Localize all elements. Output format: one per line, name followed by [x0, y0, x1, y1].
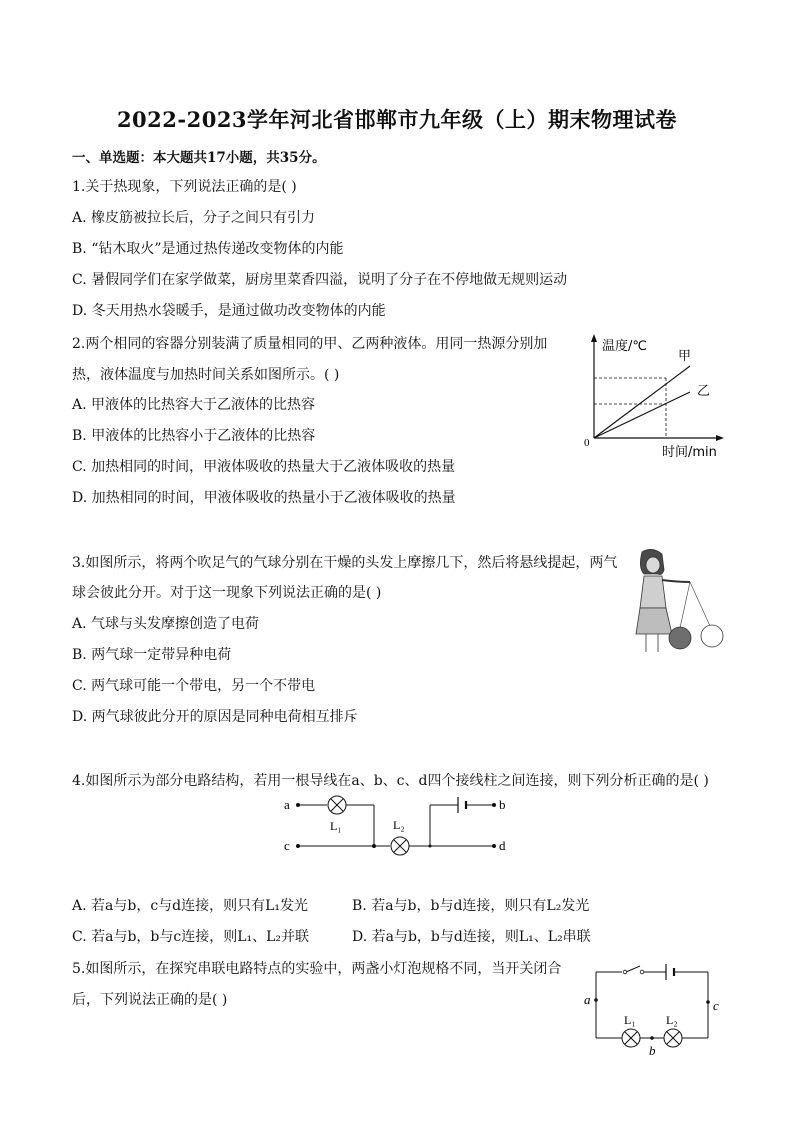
q3-stem-line1: 3.如图所示，将两个吹足气的气球分别在干燥的头发上摩擦几下，然后将悬线提起，两气	[72, 555, 618, 571]
q5-point-a	[594, 998, 598, 1002]
q4-option-d: D. 若a与b，b与d连接，则L₁、L₂串联	[352, 929, 591, 945]
q4-option-a: A. 若a与b，c与d连接，则只有L₁发光	[72, 898, 309, 914]
girl-face	[646, 557, 660, 573]
terminal-a-label: a	[284, 797, 290, 812]
q2-option-c: C. 加热相同的时间，甲液体吸收的热量大于乙液体吸收的热量	[72, 459, 456, 475]
terminal-a-dot	[296, 803, 300, 807]
q5-label-c: c	[713, 998, 719, 1013]
q1-option-a: A. 橡皮筋被拉长后，分子之间只有引力	[72, 210, 316, 226]
q2-option-d: D. 加热相同的时间，甲液体吸收的热量小于乙液体吸收的热量	[72, 490, 456, 506]
q2-option-b: B. 甲液体的比热容小于乙液体的比热容	[72, 428, 316, 444]
graph-origin: 0	[584, 437, 590, 449]
girl-skirt	[636, 608, 672, 634]
q3-option-d: D. 两气球彼此分开的原因是同种电荷相互排斥	[72, 709, 358, 725]
q3-option-b: B. 两气球一定带异种电荷	[72, 647, 232, 663]
graph-xlabel: 时间/min	[662, 445, 717, 460]
q4-option-c: C. 若a与b，b与c连接，则L₁、L₂并联	[72, 929, 310, 945]
q3-option-c: C. 两气球可能一个带电，另一个不带电	[72, 678, 316, 694]
q5-point-b	[650, 1036, 654, 1040]
q2-temperature-graph	[580, 332, 730, 462]
section-heading: 一、单选题：本大题共17小题，共35分。	[72, 150, 326, 166]
q5-point-c	[706, 1000, 710, 1004]
balloon-right	[701, 625, 723, 647]
q1-option-c: C. 暑假同学们在家学做菜，厨房里菜香四溢，说明了分子在不停地做无规则运动	[72, 272, 568, 288]
page-title: 2022-2023学年河北省邯郸市九年级（上）期末物理试卷	[116, 107, 678, 132]
q1-stem: 1.关于热现象，下列说法正确的是( )	[72, 179, 297, 195]
q5-switch-blade	[626, 966, 640, 972]
junction-dot-right	[429, 845, 432, 848]
graph-line-b-label: 乙	[697, 384, 711, 399]
q2-stem-line1: 2.两个相同的容器分别装满了质量相同的甲、乙两种液体。用同一热源分别加	[72, 336, 548, 352]
girl-arm	[662, 580, 690, 582]
graph-line-a	[594, 366, 690, 438]
q5-label-a: a	[584, 992, 591, 1007]
q5-switch-contact-right	[640, 970, 644, 974]
q4-stem: 4.如图所示为部分电路结构，若用一根导线在a、b、c、d四个接线柱之间连接，则下列分析正确的是( )	[72, 773, 709, 789]
lamp-l1-label: L₁	[330, 819, 342, 833]
balloon-left	[669, 627, 691, 649]
q5-series-circuit	[580, 960, 730, 1060]
q5-label-l1: L₁	[624, 1013, 636, 1027]
q5-stem-line2: 后，下列说法正确的是( )	[72, 992, 228, 1008]
graph-x-arrow	[716, 435, 724, 441]
q4-circuit-diagram	[282, 793, 522, 863]
terminal-c-dot	[296, 844, 300, 848]
terminal-b-dot	[492, 803, 496, 807]
lamp-l2-label: L₂	[393, 818, 405, 832]
balloon-string-right	[690, 582, 710, 626]
q3-option-a: A. 气球与头发摩擦创造了电荷	[72, 616, 260, 632]
q2-stem-line2: 热，液体温度与加热时间关系如图所示。( )	[72, 367, 340, 383]
q3-stem-line2: 球会彼此分开。对于这一现象下列说法正确的是( )	[72, 585, 382, 601]
terminal-b-label: b	[499, 797, 506, 812]
balloon-string-left	[680, 582, 690, 628]
terminal-c-label: c	[284, 838, 290, 853]
graph-y-arrow	[591, 334, 597, 342]
graph-line-a-label: 甲	[678, 349, 692, 364]
junction-dot	[372, 844, 376, 848]
terminal-d-label: d	[499, 838, 506, 853]
q5-switch-contact-left	[623, 970, 627, 974]
q1-option-d: D. 冬天用热水袋暖手，是通过做功改变物体的内能	[72, 303, 386, 319]
q5-label-b: b	[649, 1043, 656, 1058]
graph-line-b	[594, 392, 690, 438]
q4-option-b: B. 若a与b，b与d连接，则只有L₂发光	[352, 898, 590, 914]
q5-label-l2: L₂	[666, 1013, 678, 1027]
terminal-d-dot	[492, 844, 496, 848]
graph-ylabel: 温度/℃	[602, 339, 647, 354]
q3-girl-balloons-illustration	[628, 548, 728, 658]
q2-option-a: A. 甲液体的比热容大于乙液体的比热容	[72, 397, 316, 413]
q1-option-b: B. “钻木取火”是通过热传递改变物体的内能	[72, 241, 344, 257]
q5-stem-line1: 5.如图所示，在探究串联电路特点的实验中，两盏小灯泡规格不同，当开关闭合	[72, 961, 562, 977]
